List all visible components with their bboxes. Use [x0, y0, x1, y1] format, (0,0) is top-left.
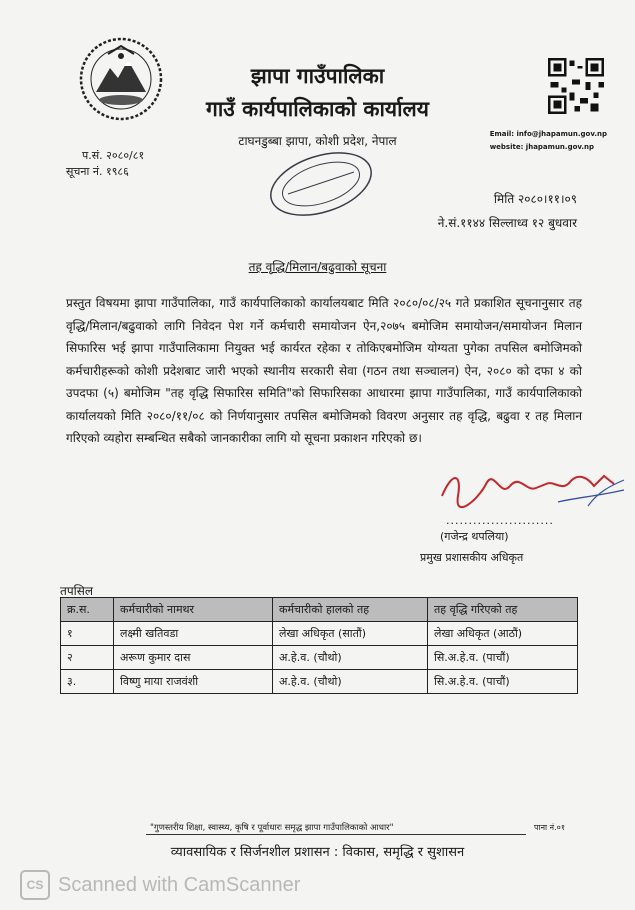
- column-header: तह वृद्धि गरिएको तह: [428, 598, 578, 622]
- column-header: कर्मचारीको नामथर: [114, 598, 273, 622]
- footer-divider: [146, 834, 526, 835]
- handwritten-signature-icon: [438, 462, 628, 514]
- office-address: टाघनडुब्बा झापा, कोशी प्रदेश, नेपाल: [238, 134, 397, 148]
- table-row: [61, 670, 578, 694]
- signatory-name: (गजेन्द्र थपलिया): [440, 530, 509, 543]
- footer-slogan: "गुणस्तरीय शिक्षा, स्वास्थ्य, कृषि र पूर्वाधारः समृद्ध झापा गाउँपालिकाको आधार": [150, 823, 394, 833]
- table-caption: तपसिल: [60, 584, 94, 598]
- table-cell: ३.: [61, 670, 114, 694]
- table-header-row: [61, 598, 578, 622]
- table-cell: लेखा अधिकृत (आठौं): [428, 622, 578, 646]
- table-cell: सि.अ.हे.व. (पाचौं): [428, 670, 578, 694]
- column-header: क्र.स.: [61, 598, 114, 622]
- email-text: Email: info@jhapamun.gov.np: [489, 130, 607, 138]
- table-cell: लेखा अधिकृत (सातौं): [273, 622, 428, 646]
- table-cell: अ.हे.व. (चौथो): [273, 670, 428, 694]
- staff-table: [60, 597, 578, 694]
- notice-subject: तह वृद्धि/मिलान/बढुवाको सूचना: [248, 260, 387, 274]
- table-cell: २: [61, 646, 114, 670]
- office-stamp-icon: [262, 150, 380, 218]
- signatory-title: प्रमुख प्रशासकीय अधिकृत: [420, 551, 524, 564]
- watermark-text: Scanned with CamScanner: [58, 873, 301, 896]
- table-cell: अरूण कुमार दास: [114, 646, 273, 670]
- website-text: website: jhapamun.gov.np: [489, 143, 595, 151]
- table-cell: लक्ष्मी खतिवडा: [114, 622, 273, 646]
- office-title-line1: झापा गाउँपालिका: [250, 64, 385, 88]
- page-number: पाना नं.०१: [534, 823, 565, 832]
- table-row: [61, 622, 578, 646]
- qr-code-icon: [548, 58, 604, 114]
- signature-line: ........................: [446, 514, 554, 527]
- notice-number: सूचना नं. १९८६: [66, 165, 129, 178]
- table-row: [61, 646, 578, 670]
- column-header: कर्मचारीको हालको तह: [273, 598, 428, 622]
- camscanner-watermark: [20, 870, 300, 900]
- camscanner-logo-icon: CS: [20, 870, 50, 900]
- contact-info: [490, 128, 607, 154]
- table-cell: १: [61, 622, 114, 646]
- notice-body: प्रस्तुत विषयमा झापा गाउँपालिका, गाउँ कार्यपालिकाको कार्यालयबाट मिति २०८०/०८/२५ गते प्रकाशित सूचनानुसार तह वृद्धि/मिलान/बढुवाको लागि निवेदन पेश गर्ने कर्मचारी समायोजन ऐन,२०७५ बमोजिम समायोजन/समायोजन मिलान सिफारिस भई झापा गाउँपालिकामा नियुक्त भई कार्यरत रहेका र तोकिएबमोजिम योग्यता पुगेका तपसिल बमोजिमको कर्मचारीहरूको कोशी प्रदेशबाट जारी भएको स्थानीय सरकारी सेवा (गठन तथा सञ्चालन) ऐन, २०८० को दफा ४ को उपदफा (५) बमोजिम "तह वृद्धि सिफारिस समिति"को सिफारिसका आधारमा झापा गाउँपालिका, गाउँ कार्यपालिकाको कार्यालयको मिति २०८०/११/०८ को निर्णयानुसार तपसिल बमोजिमको विवरण अनुसार तह वृद्धि, बढुवा र तह मिलान गरिएको व्यहोरा सम्बन्धित सबैको जानकारीका लागि यो सूचना प्रकाशन गरिएको छ।: [66, 296, 582, 445]
- table-cell: सि.अ.हे.व. (पाचौं): [428, 646, 578, 670]
- table-cell: अ.हे.व. (चौथो): [273, 646, 428, 670]
- table-cell: विष्णु माया राजवंशी: [114, 670, 273, 694]
- office-title-line2: गाउँ कार्यपालिकाको कार्यालय: [206, 97, 429, 121]
- date-bs: मिति २०८०।११।०९: [493, 192, 577, 206]
- date-nepal-sambat: ने.सं.११४४ सिल्लाध्व १२ बुधवार: [437, 216, 577, 230]
- reference-number: प.सं. २०८०/८१: [82, 149, 145, 162]
- footer-tagline: व्यावसायिक र सिर्जनशील प्रशासन : विकास, समृद्धि र सुशासन: [170, 845, 465, 860]
